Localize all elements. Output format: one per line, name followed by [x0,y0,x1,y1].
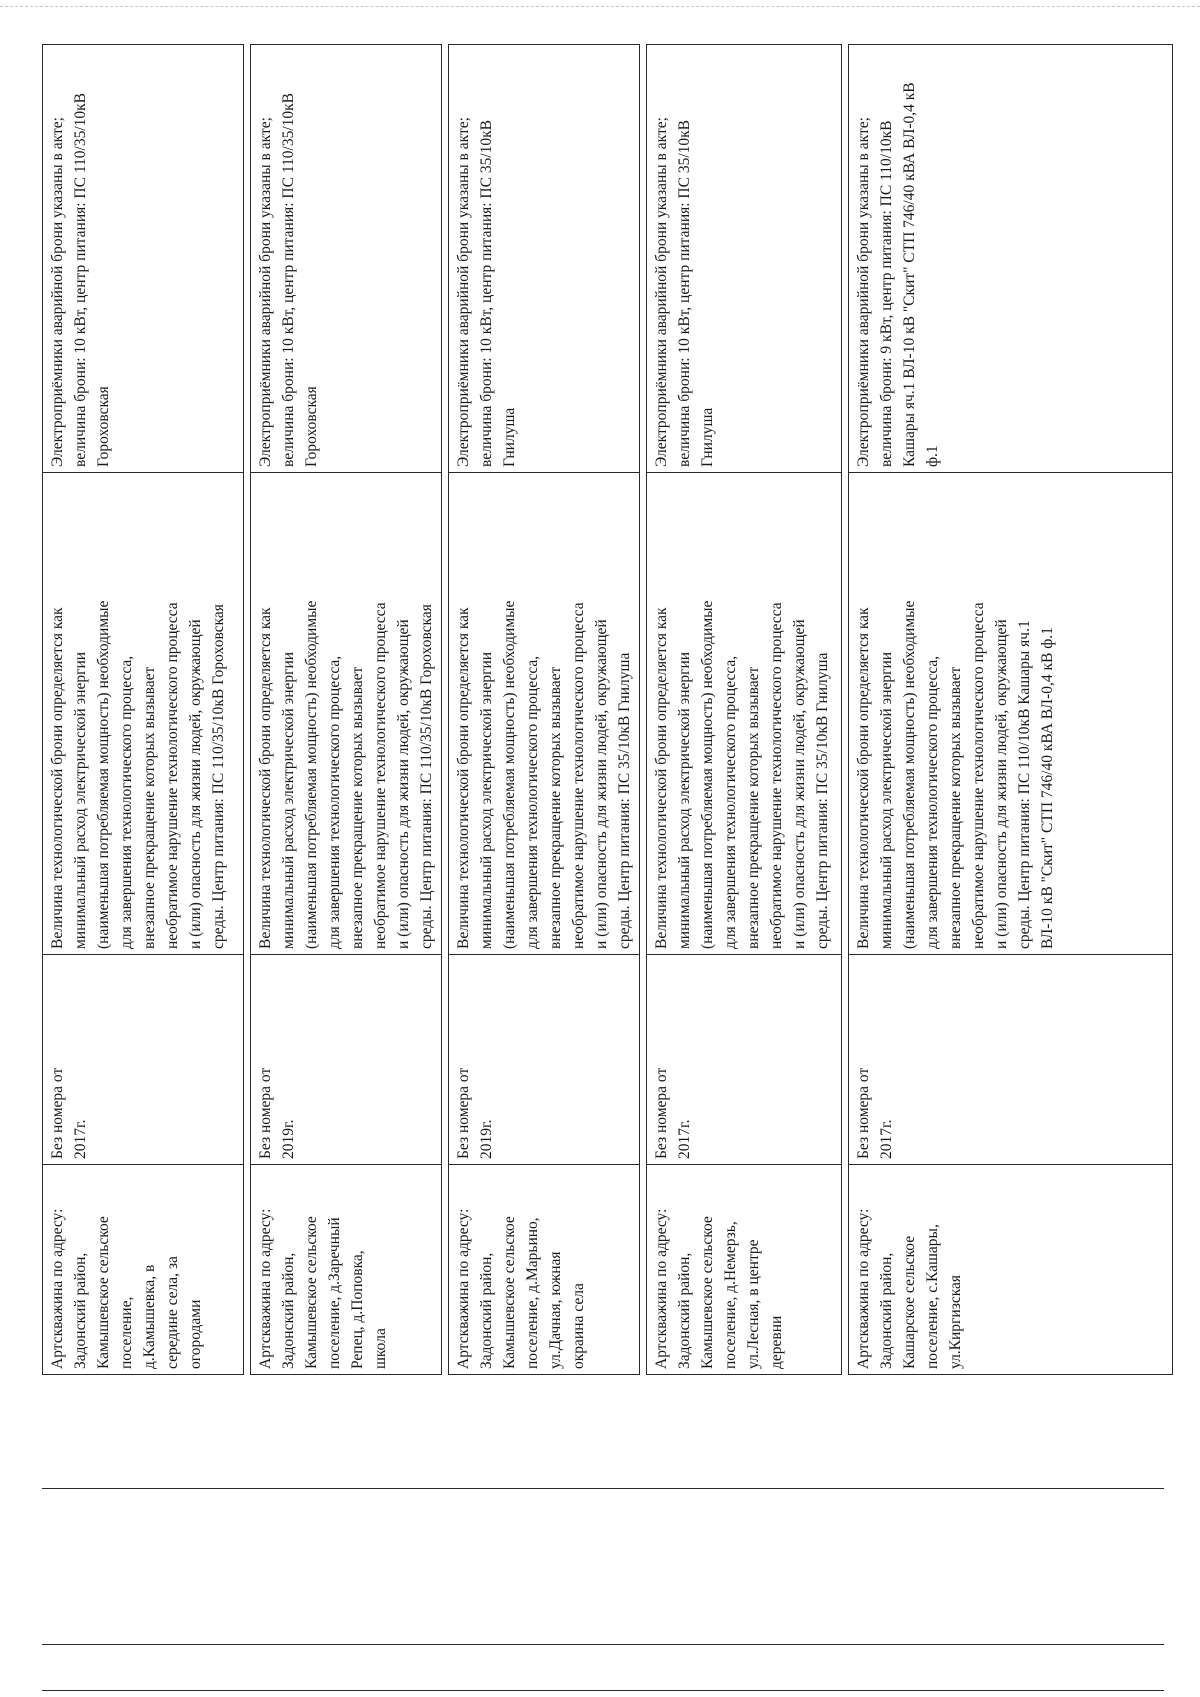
horizontal-rule [42,1690,1164,1691]
horizontal-rule [42,1488,1164,1489]
address-cell: Артскважина по адресу: Задонский район, Кашарское сельское поселение, с.Кашары, ул.Киргизская [849,1165,1173,1375]
row-gap [842,45,849,1375]
emergency-reserve-cell: Электроприёмники аварийной брони указаны в акте; величина брони: 10 кВт, центр питания: ПС 110/35/10кВ Гороховская [251,45,442,473]
table-row [43,45,244,1375]
row-gap [244,45,251,1375]
emergency-reserve-cell: Электроприёмники аварийной брони указаны в акте; величина брони: 10 кВт, центр питания: ПС 35/10кВ Гнилуша [449,45,640,473]
table-row [647,45,842,1375]
table-row [251,45,442,1375]
tech-reserve-cell: Величина технологической брони определяется как минимальный расход электрической энергии (наименьшая потребляемая мощность) необходимые для завершения технологического процесса, внезапное прекращение которых вызывает необратимое нарушение технологического процесса и (или) опасность для жизни людей, окружающей среды. Центр питания: ПС 35/10кВ Гнилуша [647,473,842,955]
document-cell: Без номера от 2019г. [449,955,640,1165]
document-cell: Без номера от 2017г. [647,955,842,1165]
tech-reserve-cell: Величина технологической брони определяется как минимальный расход электрической энергии (наименьшая потребляемая мощность) необходимые для завершения технологического процесса, внезапное прекращение которых вызывает необратимое нарушение технологического процесса и (или) опасность для жизни людей, окружающей среды. Центр питания: ПС 110/35/10кВ Гороховская [251,473,442,955]
tech-reserve-cell: Величина технологической брони определяется как минимальный расход электрической энергии (наименьшая потребляемая мощность) необходимые для завершения технологического процесса, внезапное прекращение которых вызывает необратимое нарушение технологического процесса и (или) опасность для жизни людей, окружающей среды. Центр питания: ПС 110/10кВ Кашары яч.1 ВЛ-10 кВ "Скит" СТП 746/40 кВА ВЛ-0,4 кВ ф.1 [849,473,1173,955]
address-cell: Артскважина по адресу: Задонский район, Камышевское сельское поселение, д.Немерзь, ул.Лесная, в центре деревни [647,1165,842,1375]
horizontal-rule [42,1644,1164,1645]
address-cell: Артскважина по адресу: Задонский район, Камышевское сельское поселение, д.Марьино, ул.Дачная, южная окраина села [449,1165,640,1375]
row-gap [640,45,647,1375]
address-cell: Артскважина по адресу: Задонский район, Камышевское сельское поселение, д.Заречный Репец, д.Поповка, школа [251,1165,442,1375]
document-cell: Без номера от 2017г. [849,955,1173,1165]
document-cell: Без номера от 2019г. [251,955,442,1165]
tech-reserve-cell: Величина технологической брони определяется как минимальный расход электрической энергии (наименьшая потребляемая мощность) необходимые для завершения технологического процесса, внезапное прекращение которых вызывает необратимое нарушение технологического процесса и (или) опасность для жизни людей, окружающей среды. Центр питания: ПС 110/35/10кВ Гороховская [43,473,244,955]
emergency-reserve-cell: Электроприёмники аварийной брони указаны в акте; величина брони: 10 кВт, центр питания: ПС 110/35/10кВ Гороховская [43,45,244,473]
address-cell: Артскважина по адресу: Задонский район, Камышевское сельское поселение, д.Камышевка, в середине села, за огородами [43,1165,244,1375]
table-row [849,45,1173,1375]
reserve-table [42,44,1173,1375]
row-gap [442,45,449,1375]
emergency-reserve-cell: Электроприёмники аварийной брони указаны в акте; величина брони: 10 кВт, центр питания: ПС 35/10кВ Гнилуша [647,45,842,473]
document-cell: Без номера от 2017г. [43,955,244,1165]
table-row [449,45,640,1375]
rotated-table-wrapper [42,45,1155,1375]
page-top-rule [0,6,1200,7]
tech-reserve-cell: Величина технологической брони определяется как минимальный расход электрической энергии (наименьшая потребляемая мощность) необходимые для завершения технологического процесса, внезапное прекращение которых вызывает необратимое нарушение технологического процесса и (или) опасность для жизни людей, окружающей среды. Центр питания: ПС 35/10кВ Гнилуша [449,473,640,955]
emergency-reserve-cell: Электроприёмники аварийной брони указаны в акте; величина брони: 9 кВт, центр питания: ПС 110/10кВ Кашары яч.1 ВЛ-10 кВ "Скит" СТП 746/40 кВА ВЛ-0,4 кВ ф.1 [849,45,1173,473]
